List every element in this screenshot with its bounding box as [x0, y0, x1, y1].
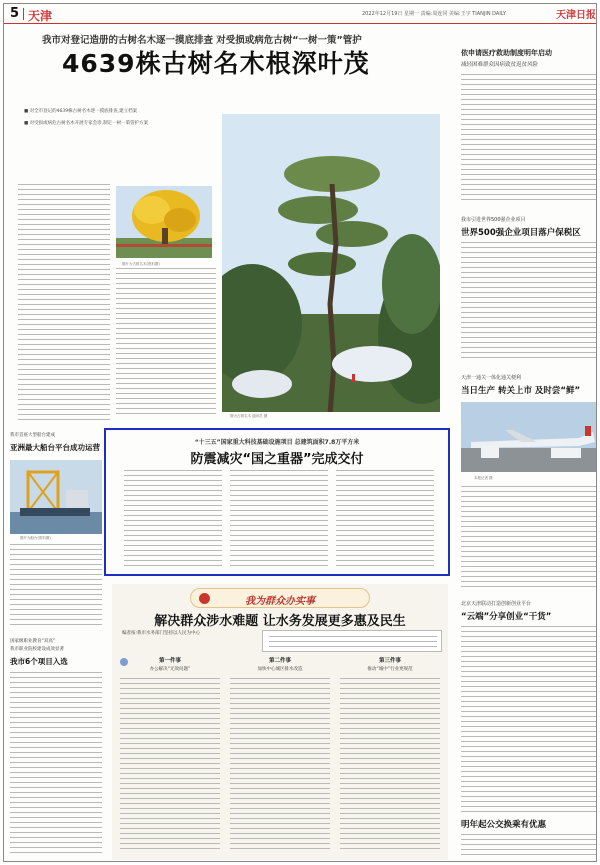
- box-body-col1: [124, 470, 222, 570]
- feature-banner: [190, 588, 370, 608]
- rc-story4-body: [461, 626, 597, 816]
- lc-story2-kicker: 国家级职业教育“双高”: [10, 639, 56, 644]
- lead-kicker: 我市对登记造册的古树名木逐一摸底排查 对受损或病危古树“一树一策”管护: [42, 35, 362, 46]
- lead-body-col1: [18, 184, 110, 424]
- rc-story2-headline[interactable]: 世界500强企业项目落户保税区: [461, 228, 581, 238]
- page-number: 5: [10, 6, 20, 21]
- feature-body-col2: [230, 678, 330, 854]
- feature-col2-title: 第二件事: [268, 658, 291, 664]
- rc-story5-body: [461, 834, 597, 860]
- box-kicker: “十三五”国家重大科技基础设施项目 总建筑面积7.8万平方米: [194, 439, 360, 446]
- shipyard-photo-caption: 图片为船台(资料图): [20, 536, 51, 540]
- water-affairs-feature[interactable]: [112, 584, 448, 860]
- feature-headline[interactable]: 解决群众涉水难题 让水务发展更多惠及民生: [154, 614, 406, 629]
- box-body-col3: [336, 470, 434, 570]
- rc-story4-headline[interactable]: “云端”分享创业“干货”: [461, 612, 552, 622]
- feature-banner-text: 我为群众办实事: [245, 596, 315, 607]
- rc-story1-body: [461, 74, 597, 204]
- lc-story2-sub: 我市职业院校建设成效显著: [10, 647, 64, 652]
- rc-story3-body: [461, 486, 597, 591]
- pine-photo-caption: 图为古树名木 通讯员 摄: [230, 414, 268, 418]
- lead-headline[interactable]: 4639株古树名木根深叶茂: [62, 49, 370, 78]
- lead-body-col2: [116, 268, 216, 420]
- masthead-divider: [23, 8, 24, 20]
- lc-story1-body: [10, 544, 102, 630]
- editor-note: 编者按:我市水务部门坚持以人民为中心: [122, 631, 201, 636]
- feature-body-col3: [340, 678, 440, 854]
- rc-story2-kicker: 我市引进世界500强企业项目: [461, 217, 526, 223]
- lead-bullet: ■ 对受损或病危古树名木开展专家会诊,制定一树一策管护方案: [24, 121, 149, 126]
- feature-col2-sub: 加快中心城区排水改造: [257, 667, 303, 672]
- section-name: 天津: [28, 9, 53, 23]
- newspaper-page: [3, 3, 597, 862]
- lc-story2-headline[interactable]: 我市6个项目入选: [10, 657, 68, 666]
- lc-story2-body: [10, 672, 102, 860]
- feature-col1-sub: 办公解决“无效问题”: [149, 667, 191, 672]
- masthead: [4, 4, 597, 24]
- rc-story1-sub: 减轻困难群众因病致贫返贫风险: [461, 62, 539, 68]
- lc-story1-kicker: 我市首座大型船台建成: [10, 433, 55, 438]
- pine-tree-photo[interactable]: [222, 114, 440, 412]
- date-line: 2022年12月19日 星期一 责编:周连同 美编:王宇 TIANJIN DAILY: [362, 11, 506, 17]
- ginkgo-tree-photo[interactable]: [116, 186, 212, 258]
- feature-col3-sub: 推动“城中”行业更规范: [367, 667, 413, 672]
- rc-story3-headline[interactable]: 当日生产 转关上市 及时尝“鲜”: [461, 386, 581, 396]
- rc-story4-kicker: 北京天津联动打造创新创业平台: [461, 601, 532, 607]
- feature-col3-title: 第三件事: [378, 658, 401, 664]
- intro-box: [262, 630, 442, 652]
- feature-col1-title: 第一件事: [158, 658, 181, 664]
- ginkgo-photo-caption: 图片为古树名木(资料图): [122, 262, 160, 266]
- box-body-col2: [230, 470, 328, 570]
- lc-story1-headline[interactable]: 亚洲最大船台平台成功运营: [10, 443, 100, 452]
- newspaper-logo: 天津日报: [556, 10, 596, 21]
- lead-bullet: ■ 对全市登记的4639株古树名木逐一摸底排查,建立档案: [24, 109, 138, 114]
- rc-story2-body: [461, 242, 597, 362]
- shipyard-photo[interactable]: [10, 460, 102, 534]
- plane-photo-caption: 本报记者 摄: [474, 476, 493, 480]
- cargo-plane-photo[interactable]: [461, 402, 597, 472]
- rc-story5-headline[interactable]: 明年起公交换乘有优惠: [461, 820, 547, 830]
- rc-story3-kicker: 天津一通关一体化通关便利: [461, 375, 522, 381]
- box-headline[interactable]: 防震减灾“国之重器”完成交付: [190, 452, 364, 467]
- rc-story1-title[interactable]: 依申请医疗救助制度明年启动: [461, 49, 552, 57]
- feature-body-col1: [120, 678, 220, 854]
- highlighted-article[interactable]: [104, 428, 450, 576]
- lead-bullets: [24, 108, 222, 132]
